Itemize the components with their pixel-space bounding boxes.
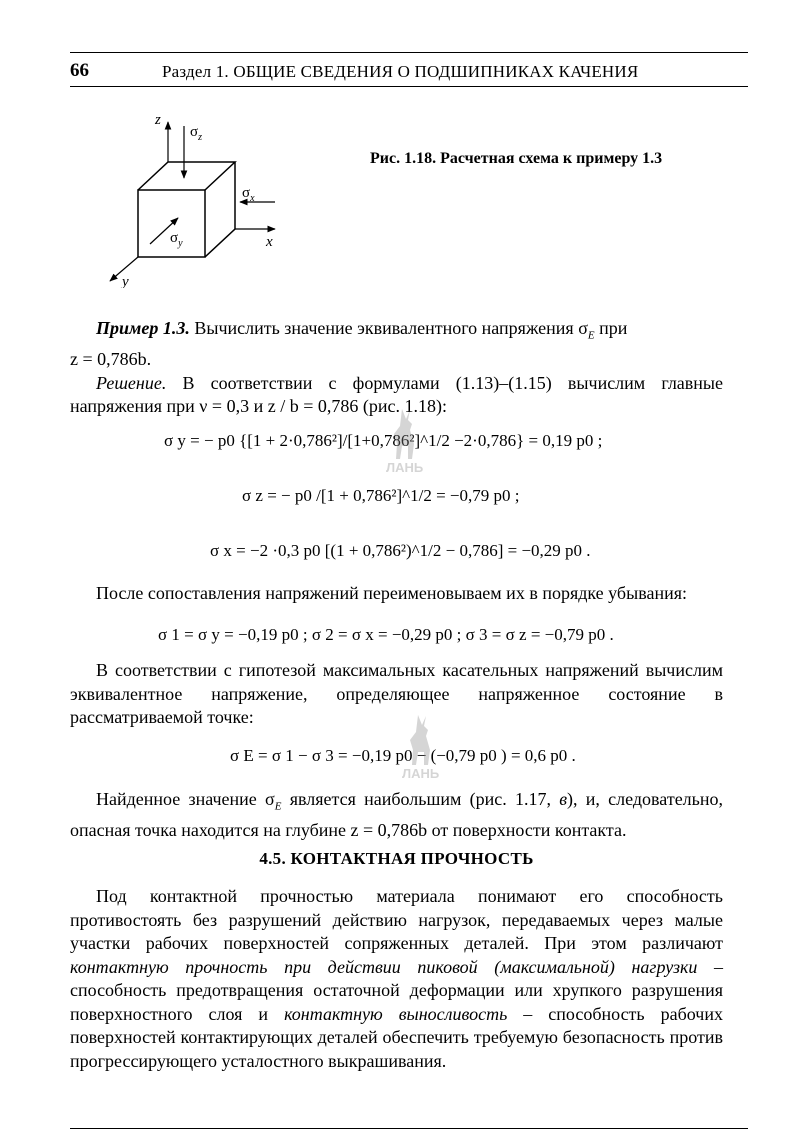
equation-principal: σ 1 = σ y = −0,19 p0 ; σ 2 = σ x = −0,29 p0 ; σ 3 = σ z = −0,79 p0 . (158, 625, 614, 644)
equation-sigma-e: σ E = σ 1 − σ 3 = −0,19 p0 − (−0,79 p0 ) = 0,6 p0 . (230, 746, 576, 765)
equation-sigma-z: σ z = − p0 /[1 + 0,786²]^1/2 = −0,79 p0 ; (242, 486, 520, 505)
equation-sigma-x: σ x = −2 ·0,3 p0 [(1 + 0,786²)^1/2 − 0,786] = −0,29 p0 . (210, 541, 591, 560)
bottom-rule (70, 1128, 748, 1129)
top-rule (70, 52, 748, 53)
hypothesis-paragraph (70, 659, 723, 730)
svg-text:ЛАНЬ: ЛАНЬ (386, 460, 424, 474)
example-label: Пример 1.3. (96, 318, 190, 338)
solution-paragraph: Решение. В соответствии с формулами (1.13)–(1.15) вычислим главные напряжения при ν = 0,3 и z / b = 0,786 (рис. 1.18): (70, 372, 723, 417)
equation-sigma-y: σ y = − p0 {[1 + 2·0,786²]/[1+0,786²]^1/2 −2·0,786} = 0,19 p0 ; (164, 431, 603, 450)
running-header: Раздел 1. ОБЩИЕ СВЕДЕНИЯ О ПОДШИПНИКАХ КАЧЕНИЯ (162, 62, 639, 81)
svg-text:ЛАНЬ: ЛАНЬ (402, 766, 440, 780)
found-paragraph (70, 788, 723, 843)
x-axis-label: x (266, 234, 273, 250)
sigma-x-label: $\sigma_x$ (242, 185, 255, 204)
cube-top-face (138, 162, 235, 190)
z-axis-label: z (155, 112, 161, 128)
deer-icon (382, 404, 432, 474)
header-rule (70, 86, 748, 87)
watermark-logo-2 (398, 710, 448, 785)
example-statement: Пример 1.3. Вычислить значение эквивалентного напряжения $\sigma_E$ при (96, 318, 628, 342)
rename-paragraph (70, 582, 723, 606)
section-heading: 4.5. КОНТАКТНАЯ ПРОЧНОСТЬ (259, 849, 534, 868)
page-number: 66 (70, 60, 89, 81)
contact-strength-text: Под контактной прочностью материала понимают его способность противостоять без разрушений действию нагрузок, передаваемых через малые участки рабочих поверхностей сопряженных деталей. При этом различают контактную прочность при действии пиковой (максимальной) нагрузки – способность предотвращения остаточной деформации или хрупкого разрушения поверхностного слоя и контактную выносливость – способность рабочих поверхностей контактирующих деталей обеспечить требуемую безопасность против прогрессирующего усталостного выкрашивания. (70, 886, 724, 1071)
hypothesis-text: В соответствии с гипотезой максимальных касательных напряжений вычислим эквивалентное напряжение, определяющее напряженное состояние в рассматриваемой точке: (70, 660, 723, 727)
figure-caption: Рис. 1.18. Расчетная схема к примеру 1.3 (370, 150, 663, 167)
sigma-y-label: $\sigma_y$ (170, 230, 183, 249)
stress-cube-figure (100, 108, 300, 288)
y-axis-label: y (122, 274, 129, 288)
found-text: Найденное значение $\sigma_E$ является наибольшим (рис. 1.17, в), и, следовательно, опасная точка находится на глубине z = 0,786b от поверхности контакта. (70, 789, 724, 841)
example-condition: z = 0,786b. (70, 349, 152, 370)
watermark-logo (382, 404, 432, 479)
sigma-z-label: $\sigma_z$ (190, 124, 202, 143)
deer-icon (398, 710, 448, 780)
rename-text: После сопоставления напряжений переименовываем их в порядке убывания: (96, 583, 687, 603)
contact-strength-paragraph (70, 885, 723, 1073)
solution-label: Решение. (96, 372, 167, 393)
